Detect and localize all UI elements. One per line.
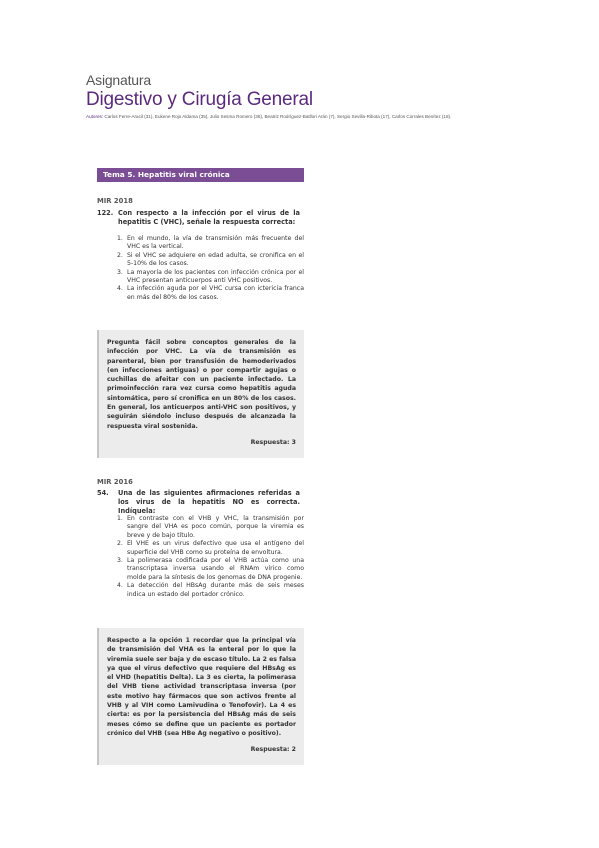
option-text: La detección del HBsAg durante más de seis meses indica un estado del portador crónico. (127, 582, 304, 598)
authors-label: Autores: (86, 114, 104, 119)
option-item (117, 235, 304, 252)
mir-year-label: MIR 2018 (97, 197, 133, 205)
option-number: 3. (117, 268, 123, 276)
option-number: 4. (117, 582, 123, 590)
option-text: La mayoría de los pacientes con infección crónica por el VHC presentan anticuerpos anti VHC positivos. (127, 268, 304, 285)
option-item (117, 515, 304, 540)
authors-line (86, 113, 496, 121)
option-item (117, 540, 304, 557)
authors-names: Carlos Ferre-Aracil (31), Eukene Rojo Aldama (35), Julio Sesma Romero (36), Beatriz Rodríguez-Batllori Arán (7), Sergio Sevilla-Ribota (17), Carlos Corrales Benítez (18). (103, 114, 452, 119)
option-number: 4. (117, 285, 123, 293)
option-text: La infección aguda por el VHC cursa con ictericia franca en más del 80% de los casos. (127, 285, 304, 301)
option-number: 1. (117, 515, 123, 522)
option-text: Si el VHC se adquiere en edad adulta, se cronifica en el 5-10% de los casos. (127, 251, 304, 268)
page-header (86, 72, 506, 121)
answer-label: Respuesta: 2 (250, 746, 296, 754)
answer-options (117, 515, 304, 599)
question-text: Una de las siguientes afirmaciones referidas a los virus de la hepatitis NO es correcta. Indíquela: (118, 489, 300, 515)
option-text: El VHE es un virus defectivo que usa el antígeno del superficie del VHB como su proteína de envoltura. (127, 540, 304, 556)
option-item (117, 285, 304, 302)
option-number: 1. (117, 235, 123, 242)
option-item (117, 582, 304, 599)
option-item (117, 269, 304, 286)
mir-year-label: MIR 2016 (97, 478, 133, 486)
option-item (117, 557, 304, 582)
option-item (117, 252, 304, 269)
answer-label: Respuesta: 3 (250, 438, 296, 446)
question-text: Con respecto a la infección por el virus de la hepatitis C (VHC), señale la respuesta correcta: (118, 209, 300, 226)
question-number: 122. (97, 209, 114, 217)
question-number: 54. (97, 489, 109, 497)
topic-title-bar: Tema 5. Hepatitis viral crónica (97, 168, 304, 182)
option-text: La polimerasa codificada por el VHB actúa como una transcriptasa inversa usando el RNAm vírico como molde para la síntesis de los genomas de DNA progenie. (127, 557, 304, 581)
question-122 (97, 209, 304, 227)
subject-label: Asignatura (86, 72, 151, 88)
question-54 (97, 489, 304, 516)
option-text: En contraste con el VHB y VHC, la transmisión por sangre del VHA es poco común, porque la viremia es breve y de bajo título. (127, 515, 304, 539)
explanation-box (97, 628, 304, 765)
option-number: 2. (117, 540, 123, 548)
explanation-box (97, 330, 304, 458)
explanation-text: Pregunta fácil sobre conceptos generales de la infección por VHC. La vía de transmisión es parenteral, bien por transfusión de hemoderivados (en infecciones antiguas) o por compartir agujas o cuchillas de afeitar con un paciente infectado. La primoinfección rara vez cursa como hepatitis aguda sintomática, pero sí cronifica en un 80% de los casos. En general, los anticuerpos anti-VHC son positivos, y seguirán siéndolo incluso después de alcanzada la respuesta viral sostenida. (107, 339, 296, 430)
course-title: Digestivo y Cirugía General (86, 89, 313, 110)
option-text: En el mundo, la vía de transmisión más frecuente del VHC es la vertical. (127, 235, 304, 251)
explanation-text: Respecto a la opción 1 recordar que la principal vía de transmisión del VHA es la enteral por lo que la viremia suele ser baja y de escaso título. La 2 es falsa ya que el virus defectivo que requiere del HBsAg es el VHD (hepatitis Delta). La 3 es cierta, la polimerasa del VHB tiene actividad transcriptasa inversa (por este motivo hay fármacos que son activos frente al VHB y al VIH como Lamivudina o Tenofovir). La 4 es cierta: es por la persistencia del HBsAg más de seis meses cómo se define que un paciente es portador crónico del VHB (sea HBe Ag negativo o positivo). (107, 637, 296, 737)
answer-options (117, 235, 304, 302)
option-number: 3. (117, 557, 123, 565)
option-number: 2. (117, 251, 123, 259)
